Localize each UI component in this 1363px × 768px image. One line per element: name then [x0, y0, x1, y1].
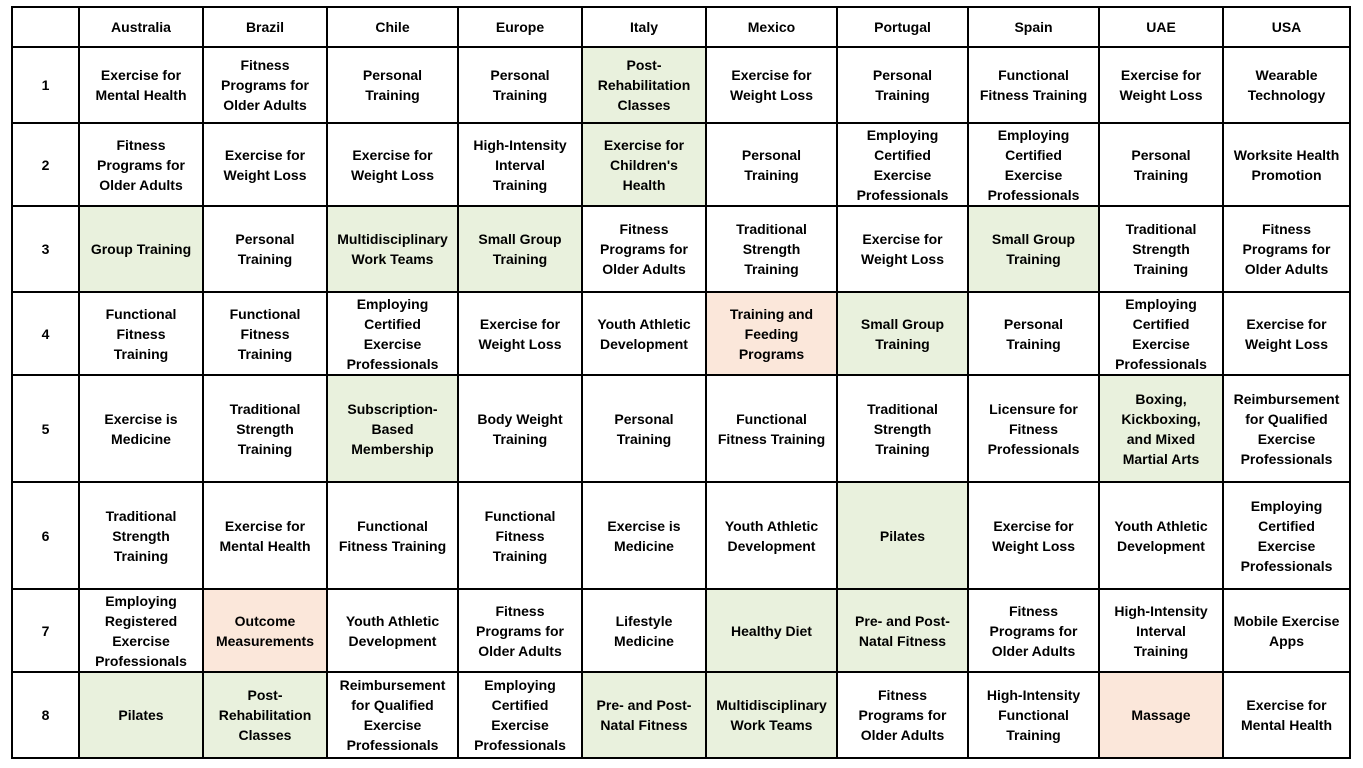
trend-cell: Youth Athletic Development	[582, 292, 706, 375]
trend-cell: Personal Training	[1099, 123, 1223, 206]
table-row	[12, 589, 1350, 672]
trend-cell: Body Weight Training	[458, 375, 582, 482]
trend-cell: Personal Training	[706, 123, 837, 206]
trend-cell: Fitness Programs for Older Adults	[203, 47, 327, 123]
trend-cell: Personal Training	[582, 375, 706, 482]
trend-cell: Employing Certified Exercise Professionals	[458, 672, 582, 758]
trend-cell: Traditional Strength Training	[837, 375, 968, 482]
trend-cell: Employing Certified Exercise Professionals	[968, 123, 1099, 206]
column-header: UAE	[1099, 7, 1223, 47]
trend-cell: Lifestyle Medicine	[582, 589, 706, 672]
trend-cell: Personal Training	[968, 292, 1099, 375]
trend-cell: Licensure for Fitness Professionals	[968, 375, 1099, 482]
table-row	[12, 672, 1350, 758]
column-header: Mexico	[706, 7, 837, 47]
trend-cell: Exercise is Medicine	[582, 482, 706, 589]
column-header: USA	[1223, 7, 1350, 47]
rank-cell: 7	[12, 589, 79, 672]
trend-cell: Reimbursement for Qualified Exercise Professionals	[327, 672, 458, 758]
table-row	[12, 123, 1350, 206]
trend-cell: Small Group Training	[458, 206, 582, 292]
trend-cell: Fitness Programs for Older Adults	[458, 589, 582, 672]
trend-cell: Wearable Technology	[1223, 47, 1350, 123]
column-header: Italy	[582, 7, 706, 47]
trend-cell: Personal Training	[327, 47, 458, 123]
table-row	[12, 206, 1350, 292]
trend-cell: Exercise for Weight Loss	[327, 123, 458, 206]
trend-cell: Pilates	[79, 672, 203, 758]
trend-cell: Personal Training	[458, 47, 582, 123]
trend-cell: Employing Certified Exercise Professionals	[837, 123, 968, 206]
header-row	[12, 7, 1350, 47]
trend-cell: Worksite Health Promotion	[1223, 123, 1350, 206]
trend-cell: Functional Fitness Training	[706, 375, 837, 482]
trend-cell: Youth Athletic Development	[1099, 482, 1223, 589]
trend-cell: Exercise for Weight Loss	[968, 482, 1099, 589]
trend-cell: Mobile Exercise Apps	[1223, 589, 1350, 672]
corner-cell	[12, 7, 79, 47]
trend-cell: Boxing, Kickboxing, and Mixed Martial Arts	[1099, 375, 1223, 482]
table-row	[12, 375, 1350, 482]
trend-cell: Fitness Programs for Older Adults	[582, 206, 706, 292]
trend-cell: Exercise is Medicine	[79, 375, 203, 482]
column-header: Brazil	[203, 7, 327, 47]
trend-cell: Multidisciplinary Work Teams	[706, 672, 837, 758]
trend-cell: Reimbursement for Qualified Exercise Professionals	[1223, 375, 1350, 482]
trend-cell: Functional Fitness Training	[458, 482, 582, 589]
trend-cell: Youth Athletic Development	[327, 589, 458, 672]
column-header: Australia	[79, 7, 203, 47]
trend-cell: Functional Fitness Training	[327, 482, 458, 589]
trend-cell: Subscription-Based Membership	[327, 375, 458, 482]
table-row	[12, 47, 1350, 123]
trend-cell: Exercise for Weight Loss	[1223, 292, 1350, 375]
trend-cell: Exercise for Mental Health	[79, 47, 203, 123]
trend-cell: Pre- and Post-Natal Fitness	[582, 672, 706, 758]
table-row	[12, 292, 1350, 375]
trend-cell: Traditional Strength Training	[79, 482, 203, 589]
trends-table	[11, 6, 1351, 759]
trend-cell: Exercise for Weight Loss	[1099, 47, 1223, 123]
trend-cell: Employing Registered Exercise Professionals	[79, 589, 203, 672]
rank-cell: 8	[12, 672, 79, 758]
trend-cell: Exercise for Mental Health	[1223, 672, 1350, 758]
column-header: Spain	[968, 7, 1099, 47]
trend-cell: Personal Training	[837, 47, 968, 123]
trend-cell: Exercise for Weight Loss	[203, 123, 327, 206]
trend-cell: Massage	[1099, 672, 1223, 758]
table-row	[12, 482, 1350, 589]
trend-cell: Training and Feeding Programs	[706, 292, 837, 375]
trend-cell: Exercise for Weight Loss	[837, 206, 968, 292]
rank-cell: 1	[12, 47, 79, 123]
trend-cell: Functional Fitness Training	[79, 292, 203, 375]
trend-cell: Small Group Training	[968, 206, 1099, 292]
trend-cell: Post-Rehabilitation Classes	[203, 672, 327, 758]
trend-cell: Post-Rehabilitation Classes	[582, 47, 706, 123]
trend-cell: Employing Certified Exercise Professionals	[1223, 482, 1350, 589]
trend-cell: Exercise for Weight Loss	[458, 292, 582, 375]
rank-cell: 3	[12, 206, 79, 292]
trend-cell: High-Intensity Functional Training	[968, 672, 1099, 758]
trend-cell: Fitness Programs for Older Adults	[968, 589, 1099, 672]
column-header: Europe	[458, 7, 582, 47]
rank-cell: 6	[12, 482, 79, 589]
trend-cell: Employing Certified Exercise Professionals	[1099, 292, 1223, 375]
rank-cell: 4	[12, 292, 79, 375]
trend-cell: Group Training	[79, 206, 203, 292]
trend-cell: Functional Fitness Training	[968, 47, 1099, 123]
trend-cell: Personal Training	[203, 206, 327, 292]
column-header: Portugal	[837, 7, 968, 47]
trend-cell: Youth Athletic Development	[706, 482, 837, 589]
trend-cell: Fitness Programs for Older Adults	[1223, 206, 1350, 292]
trend-cell: Fitness Programs for Older Adults	[79, 123, 203, 206]
trend-cell: High-Intensity Interval Training	[1099, 589, 1223, 672]
trend-cell: Exercise for Children's Health	[582, 123, 706, 206]
trend-cell: Pre- and Post-Natal Fitness	[837, 589, 968, 672]
trend-cell: Small Group Training	[837, 292, 968, 375]
trend-cell: Traditional Strength Training	[1099, 206, 1223, 292]
rank-cell: 2	[12, 123, 79, 206]
trend-cell: Fitness Programs for Older Adults	[837, 672, 968, 758]
trend-cell: Exercise for Weight Loss	[706, 47, 837, 123]
trend-cell: Traditional Strength Training	[706, 206, 837, 292]
trend-cell: Functional Fitness Training	[203, 292, 327, 375]
trend-cell: Healthy Diet	[706, 589, 837, 672]
rank-cell: 5	[12, 375, 79, 482]
trend-cell: Employing Certified Exercise Professionals	[327, 292, 458, 375]
trend-cell: Pilates	[837, 482, 968, 589]
trend-cell: Traditional Strength Training	[203, 375, 327, 482]
column-header: Chile	[327, 7, 458, 47]
trend-cell: Multidisciplinary Work Teams	[327, 206, 458, 292]
trend-cell: Outcome Measurements	[203, 589, 327, 672]
trend-cell: High-Intensity Interval Training	[458, 123, 582, 206]
trend-cell: Exercise for Mental Health	[203, 482, 327, 589]
